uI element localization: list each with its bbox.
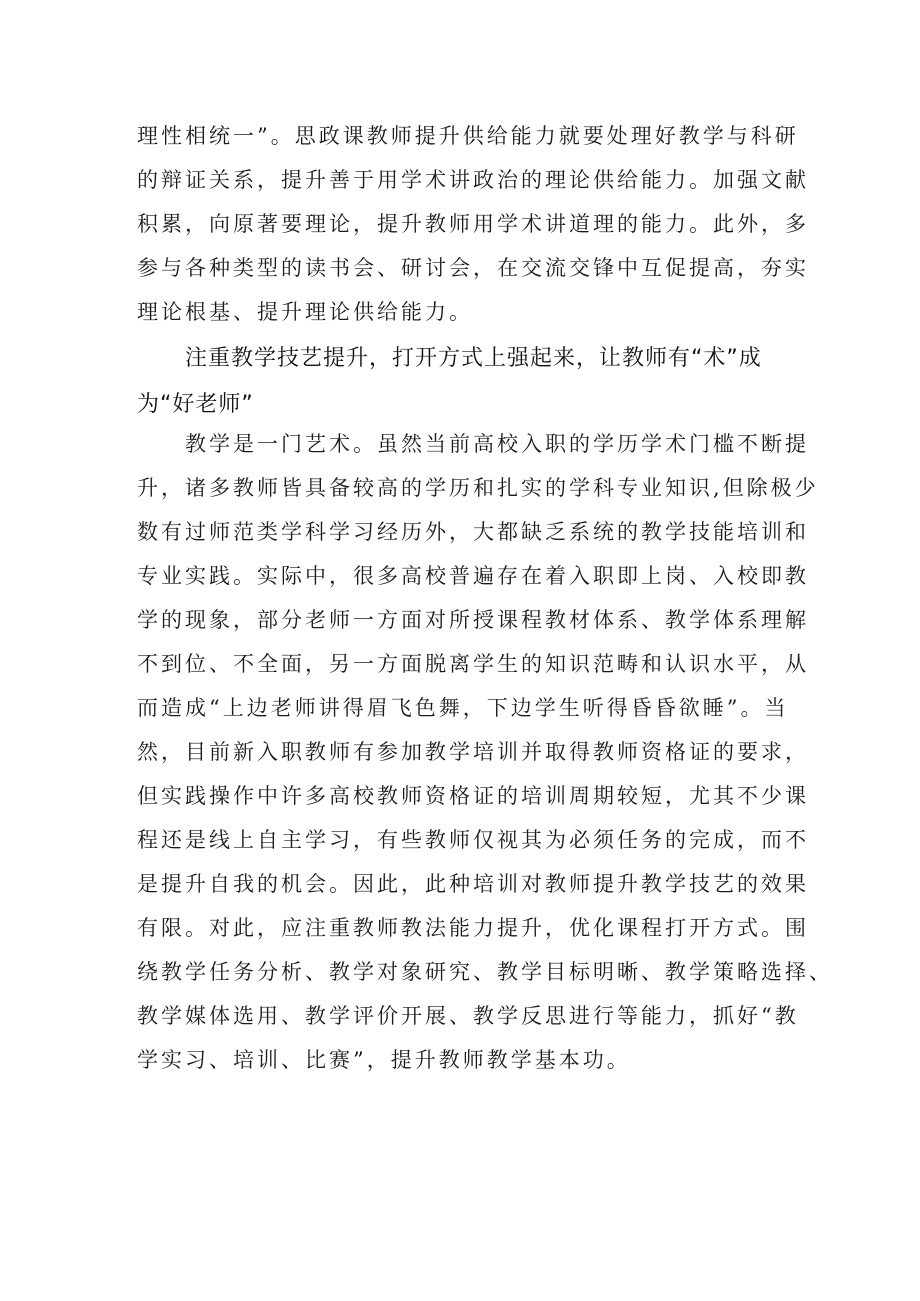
paragraph-line: 学的现象，部分老师一方面对所授课程教材体系、教学体系理解 <box>137 608 809 632</box>
paragraph-line: 是提升自我的机会。因此，此种培训对教师提升教学技艺的效果 <box>137 872 809 896</box>
paragraph-line: 积累，向原著要理论，提升教师用学术讲道理的能力。此外，多 <box>137 212 809 236</box>
paragraph-line: 程还是线上自主学习，有些教师仅视其为必须任务的完成，而不 <box>137 828 809 852</box>
paragraph-line: 教学是一门艺术。虽然当前高校入职的学历学术门槛不断提 <box>185 432 809 456</box>
paragraph-line: 理论根基、提升理论供给能力。 <box>137 300 473 324</box>
heading-line: 为“好老师” <box>137 392 254 417</box>
paragraph-line: 而造成“上边老师讲得眉飞色舞，下边学生听得昏昏欲睡”。当 <box>137 696 789 720</box>
section-heading <box>137 336 797 428</box>
paragraph-line: 升，诸多教师皆具备较高的学历和扎实的学科专业知识,但除极少 <box>137 476 819 500</box>
paragraph-line: 理性相统一”。思政课教师提升供给能力就要处理好教学与科研 <box>137 124 799 148</box>
paragraph-line: 教学媒体选用、教学评价开展、教学反思进行等能力，抓好“教 <box>137 1004 799 1028</box>
paragraph-line: 然，目前新入职教师有参加教学培训并取得教师资格证的要求， <box>137 740 809 764</box>
paragraph-line: 绕教学任务分析、教学对象研究、教学目标明晰、教学策略选择、 <box>137 960 833 984</box>
heading-line: 注重教学技艺提升，打开方式上强起来，让教师有“术”成 <box>185 346 762 371</box>
paragraph-line: 有限。对此，应注重教师教法能力提升，优化课程打开方式。围 <box>137 916 809 940</box>
paragraph-1 <box>137 114 809 334</box>
paragraph-line: 专业实践。实际中，很多高校普遍存在着入职即上岗、入校即教 <box>137 564 809 588</box>
paragraph-line: 的辩证关系，提升善于用学术讲政治的理论供给能力。加强文献 <box>137 168 809 192</box>
paragraph-line: 不到位、不全面，另一方面脱离学生的知识范畴和认识水平，从 <box>137 652 809 676</box>
paragraph-line: 但实践操作中许多高校教师资格证的培训周期较短，尤其不少课 <box>137 784 809 808</box>
paragraph-line: 数有过师范类学科学习经历外，大都缺乏系统的教学技能培训和 <box>137 520 809 544</box>
paragraph-line: 参与各种类型的读书会、研讨会，在交流交锋中互促提高，夯实 <box>137 256 809 280</box>
paragraph-line: 学实习、培训、比赛”，提升教师教学基本功。 <box>137 1048 631 1072</box>
paragraph-2 <box>137 422 833 1082</box>
